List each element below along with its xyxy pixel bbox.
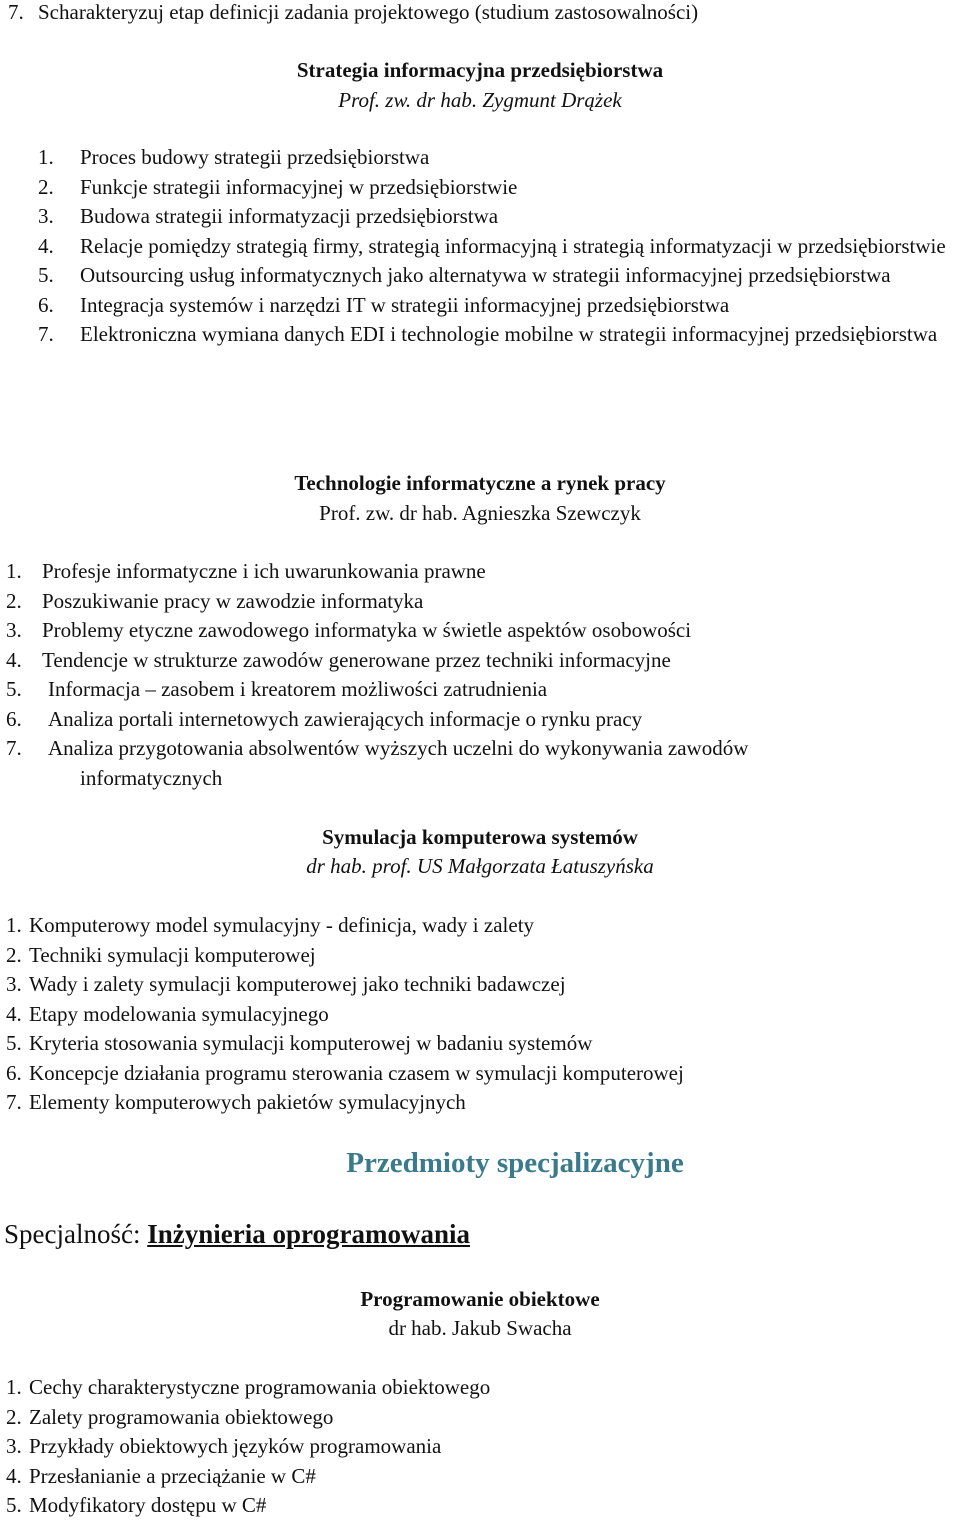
item-number: 5.	[6, 1493, 22, 1517]
item-text: Proces budowy strategii przedsiębiorstwa	[80, 145, 430, 169]
course-lecturer: Prof. zw. dr hab. Zygmunt Drążek	[338, 88, 622, 112]
course-topic-list	[6, 557, 956, 793]
list-item	[6, 911, 956, 941]
list-item	[6, 675, 956, 705]
item-number: 6.	[6, 1060, 22, 1085]
list-item	[6, 1432, 956, 1462]
item-number: 5.	[6, 1031, 22, 1055]
item-number: 3.	[6, 1434, 22, 1458]
item-number: 1.	[6, 913, 22, 937]
previous-list-item	[8, 0, 698, 28]
list-item	[38, 232, 960, 262]
item-text: Outsourcing usług informatycznych jako alternatywa w strategii informacyjnej przedsiębiorstwa	[80, 263, 891, 287]
item-number: 4.	[6, 1001, 22, 1026]
list-item	[6, 705, 956, 735]
item-number: 7.	[8, 0, 24, 24]
specialty-value: Inżynieria oprogramowania	[147, 1219, 470, 1249]
list-item	[6, 587, 956, 617]
item-text: Budowa strategii informatyzacji przedsiębiorstwa	[80, 204, 499, 228]
item-text: Etapy modelowania symulacyjnego	[29, 1001, 329, 1026]
item-text: Funkcje strategii informacyjnej w przedsiębiorstwie	[80, 174, 518, 199]
list-item	[6, 1462, 956, 1492]
section-heading: Przedmioty specjalizacyjne	[346, 1147, 684, 1179]
item-text: Elektroniczna wymiana danych EDI i technologie mobilne w strategii informacyjnej przedsiębiorstwa	[80, 322, 938, 346]
item-number: 1.	[6, 1375, 22, 1399]
item-text: Profesje informatyczne i ich uwarunkowania prawne	[42, 559, 486, 583]
item-number: 5.	[38, 263, 54, 287]
item-number: 3.	[6, 972, 22, 996]
item-number: 7.	[6, 1090, 22, 1114]
item-number: 4.	[38, 233, 54, 258]
item-number: 2.	[6, 588, 22, 613]
item-text: Techniki symulacji komputerowej	[29, 942, 316, 967]
course-title: Technologie informatyczne a rynek pracy	[294, 471, 666, 495]
course-lecturer: dr hab. Jakub Swacha	[388, 1316, 572, 1340]
item-number: 1.	[38, 145, 54, 169]
item-text: Zalety programowania obiektowego	[29, 1404, 334, 1429]
list-item	[6, 1029, 956, 1059]
item-text: Informacja – zasobem i kreatorem możliwości zatrudnienia	[48, 677, 548, 701]
list-item	[38, 202, 960, 232]
course-title: Programowanie obiektowe	[360, 1287, 600, 1311]
item-number: 7.	[6, 736, 22, 760]
course-lecturer: dr hab. prof. US Małgorzata Łatuszyńska	[306, 854, 654, 878]
list-item	[6, 941, 956, 971]
item-text: Kryteria stosowania symulacji komputerowej w badaniu systemów	[29, 1031, 593, 1055]
list-item	[6, 1403, 956, 1433]
item-text: Scharakteryzuj etap definicji zadania projektowego (studium zastosowalności)	[38, 0, 699, 24]
item-number: 5.	[6, 677, 22, 701]
item-text: Modyfikatory dostępu w C#	[29, 1493, 267, 1517]
item-text: Tendencje w strukturze zawodów generowane przez techniki informacyjne	[42, 647, 671, 672]
item-number: 7.	[38, 322, 54, 346]
course-title: Symulacja komputerowa systemów	[322, 825, 638, 849]
item-text: Analiza portali internetowych zawierających informacje o rynku pracy	[48, 706, 643, 731]
item-number: 3.	[38, 204, 54, 228]
item-text: Przykłady obiektowych języków programowania	[29, 1434, 442, 1458]
course-topic-list	[6, 911, 956, 1118]
list-item	[6, 1491, 956, 1521]
item-text: Cechy charakterystyczne programowania obiektowego	[29, 1375, 491, 1399]
item-number: 3.	[6, 618, 22, 642]
item-text: Elementy komputerowych pakietów symulacyjnych	[29, 1090, 466, 1114]
item-number: 2.	[6, 1404, 22, 1429]
item-number: 6.	[38, 292, 54, 317]
item-text: Integracja systemów i narzędzi IT w strategii informacyjnej przedsiębiorstwa	[80, 292, 730, 317]
list-item	[6, 646, 956, 676]
item-text: Analiza przygotowania absolwentów wyższych uczelni do wykonywania zawodów	[48, 736, 749, 760]
item-number: 4.	[6, 1463, 22, 1488]
item-number: 6.	[6, 706, 22, 731]
specialty-line	[4, 1220, 470, 1250]
list-item	[38, 320, 960, 350]
item-text: Problemy etyczne zawodowego informatyka w świetle aspektów osobowości	[42, 618, 692, 642]
item-number: 1.	[6, 559, 22, 583]
list-item	[6, 616, 956, 646]
course-topic-list	[38, 143, 960, 350]
list-item	[6, 1059, 956, 1089]
list-item	[6, 970, 956, 1000]
item-text: Poszukiwanie pracy w zawodzie informatyka	[42, 588, 424, 613]
list-item	[6, 734, 956, 793]
item-text: Komputerowy model symulacyjny - definicja, wady i zalety	[29, 913, 535, 937]
list-item	[38, 173, 960, 203]
course-topic-list	[6, 1373, 956, 1521]
list-item	[6, 1088, 956, 1118]
item-text: Relacje pomiędzy strategią firmy, strategią informacyjną i strategią informatyzacji w przedsiębiorstwie	[80, 233, 946, 258]
specialty-label: Specjalność:	[4, 1219, 148, 1249]
item-text: Koncepcje działania programu sterowania czasem w symulacji komputerowej	[29, 1060, 684, 1085]
list-item	[6, 1000, 956, 1030]
course-title: Strategia informacyjna przedsiębiorstwa	[296, 58, 664, 82]
list-item	[38, 261, 960, 291]
list-item	[6, 557, 956, 587]
item-number: 2.	[6, 942, 22, 967]
item-text: Wady i zalety symulacji komputerowej jako techniki badawczej	[29, 972, 566, 996]
list-item	[6, 1373, 956, 1403]
item-text: Przesłanianie a przeciążanie w C#	[29, 1463, 316, 1488]
list-item	[38, 291, 960, 321]
item-text-continuation: informatycznych	[80, 765, 223, 790]
item-number: 2.	[38, 174, 54, 199]
item-number: 4.	[6, 647, 22, 672]
course-lecturer: Prof. zw. dr hab. Agnieszka Szewczyk	[319, 501, 641, 525]
list-item	[38, 143, 960, 173]
